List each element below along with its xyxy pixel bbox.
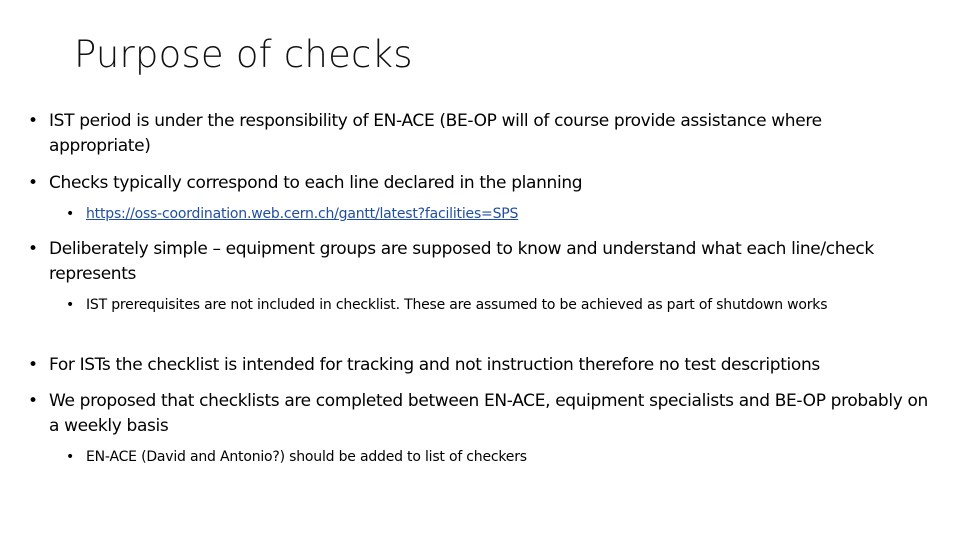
list-item-text: IST prerequisites are not included in checklist. These are assumed to be achieved as part of shutdown works [86, 297, 828, 313]
list-item-text: We proposed that checklists are completed between EN-ACE, equipment specialists and BE-OP probably on a weekly basis [49, 391, 928, 436]
list-item [28, 353, 928, 378]
bullet-icon: • [28, 239, 38, 259]
list-item-text: For ISTs the checklist is intended for tracking and not instruction therefore no test descriptions [49, 355, 820, 375]
list-item-text [66, 203, 946, 226]
bullet-icon: • [66, 449, 75, 465]
list-item-text: EN-ACE (David and Antonio?) should be added to list of checkers [86, 449, 527, 465]
list-item [28, 171, 928, 196]
list-item-text: Deliberately simple – equipment groups are supposed to know and understand what each line/check represents [49, 239, 874, 284]
list-item [66, 203, 946, 226]
bullet-icon: • [28, 355, 38, 375]
list-item [28, 109, 928, 159]
planning-link[interactable]: https://oss-coordination.web.cern.ch/gantt/latest?facilities=SPS [86, 206, 519, 222]
list-item [28, 389, 928, 439]
bullet-icon: • [28, 111, 38, 131]
list-item [66, 294, 946, 317]
bullet-icon: • [28, 391, 38, 411]
bullet-icon: • [66, 297, 75, 313]
list-item [66, 446, 946, 469]
slide-title: Purpose of checks [74, 33, 413, 76]
bullet-icon: • [28, 173, 38, 193]
list-item [28, 237, 928, 287]
list-item-text: IST period is under the responsibility of EN-ACE (BE-OP will of course provide assistance where appropriate) [49, 111, 822, 156]
bullet-icon: • [66, 206, 75, 222]
list-item-text: Checks typically correspond to each line declared in the planning [49, 173, 583, 193]
